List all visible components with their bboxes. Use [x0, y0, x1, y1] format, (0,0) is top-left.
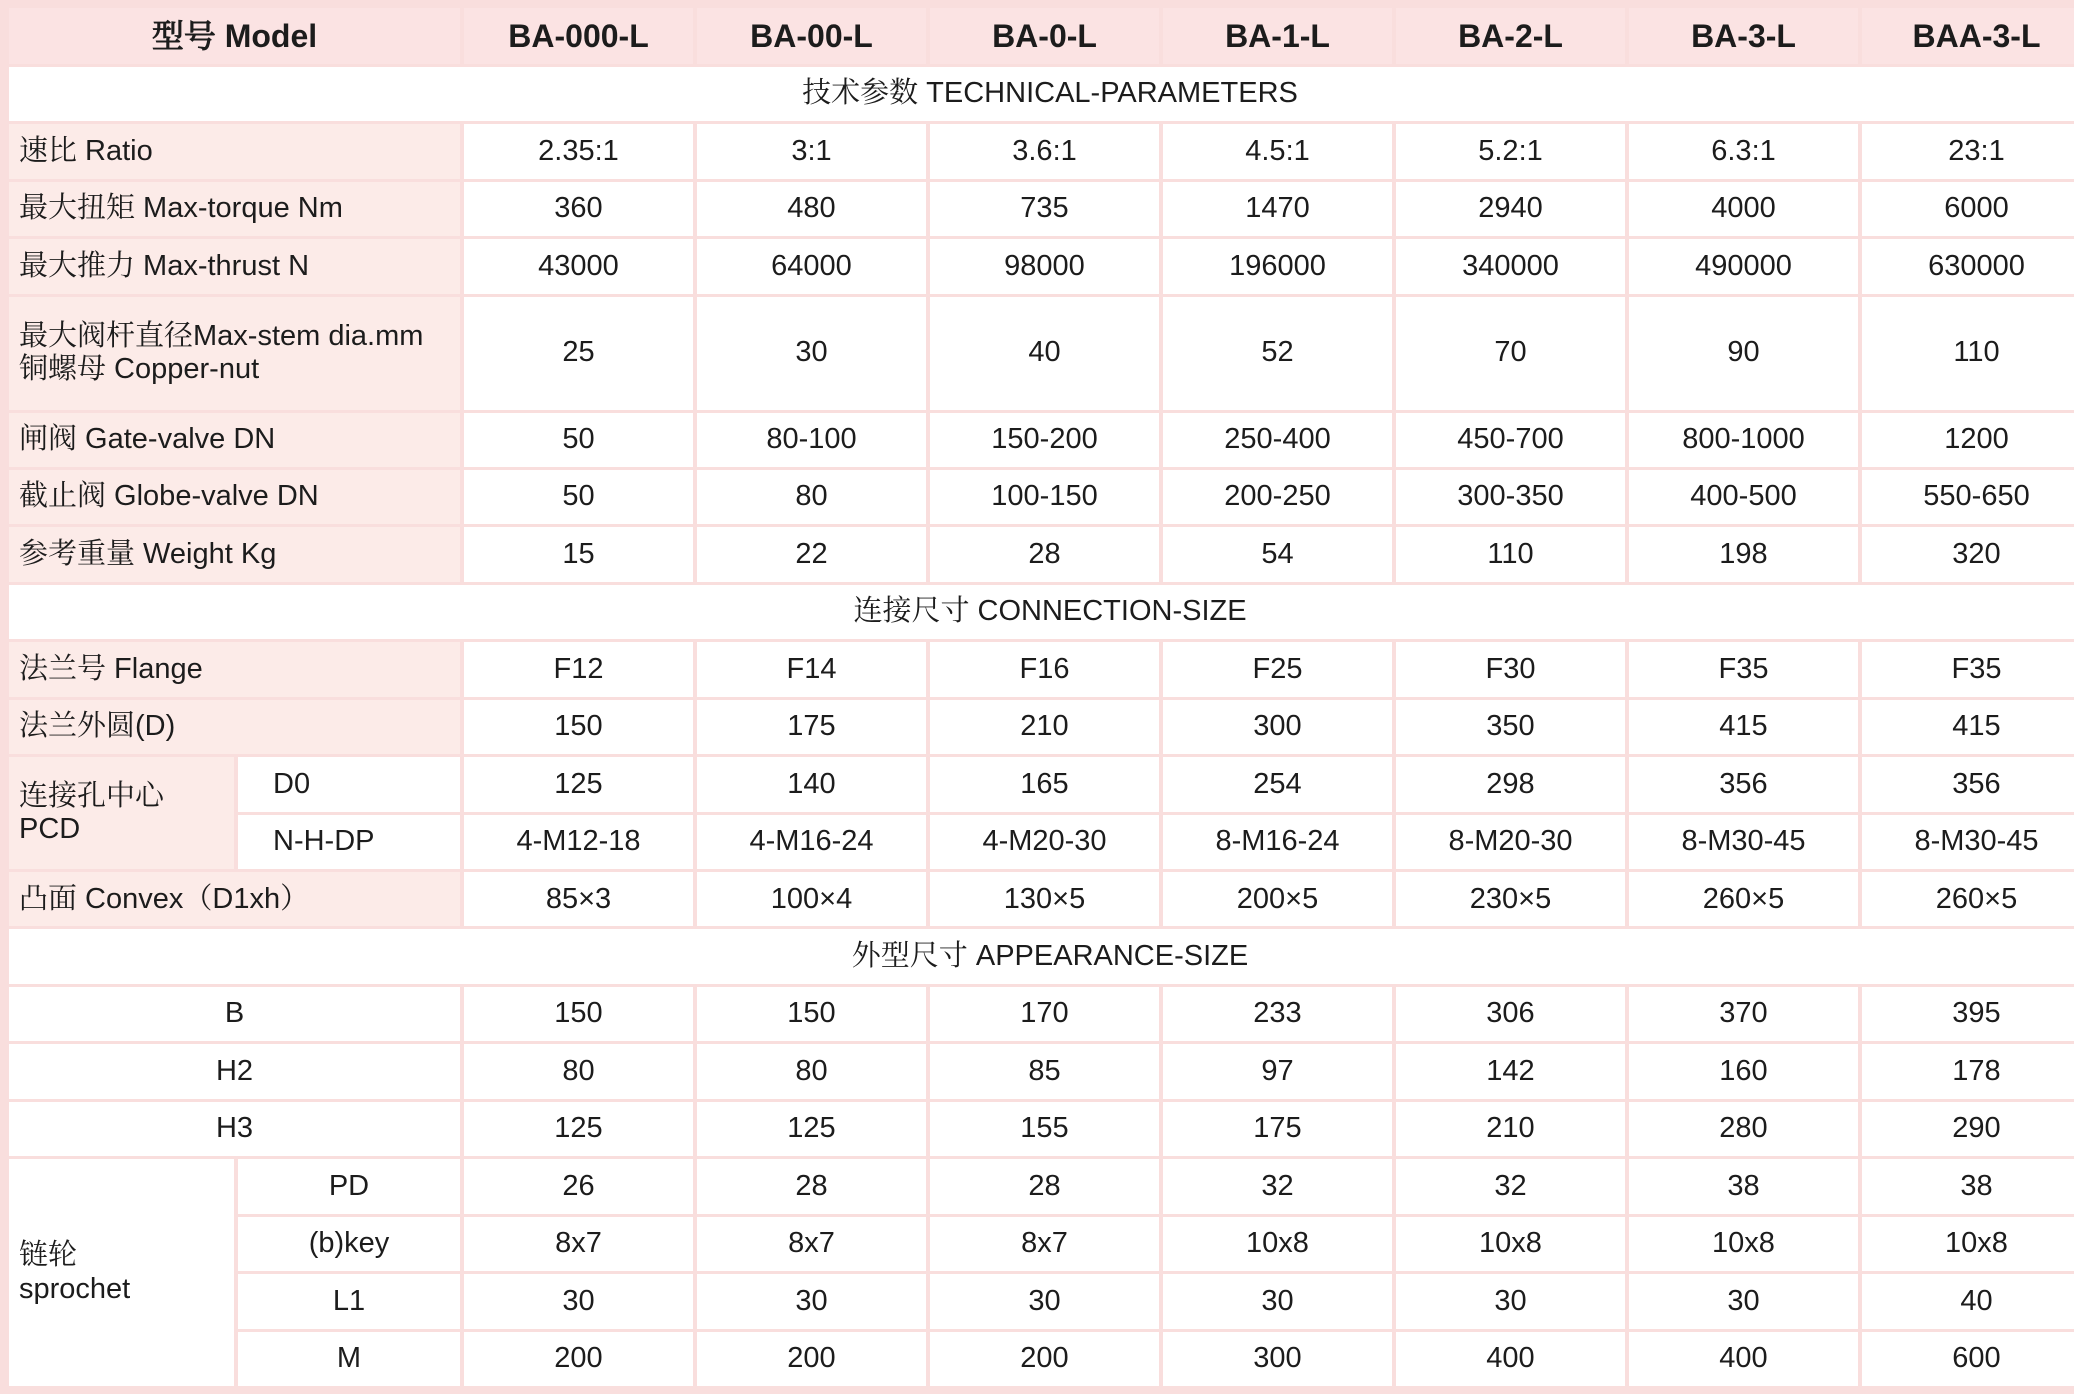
- cell: 64000: [697, 239, 926, 293]
- cell: 97: [1163, 1044, 1392, 1098]
- cell: F12: [464, 642, 693, 696]
- cell: 254: [1163, 757, 1392, 811]
- cell: 170: [930, 987, 1159, 1041]
- cell: 3:1: [697, 124, 926, 178]
- table-row: [9, 1102, 2074, 1156]
- cell: 280: [1629, 1102, 1858, 1156]
- cell: 125: [464, 1102, 693, 1156]
- table-row: [9, 757, 2074, 811]
- cell: 15: [464, 527, 693, 581]
- cell: 490000: [1629, 239, 1858, 293]
- cell: 400: [1629, 1332, 1858, 1387]
- cell: 450-700: [1396, 413, 1625, 467]
- row-label-line: 链轮: [19, 1239, 78, 1272]
- cell: 395: [1862, 987, 2074, 1041]
- cell: F35: [1862, 642, 2074, 696]
- cell: 8x7: [697, 1217, 926, 1271]
- cell: 125: [697, 1102, 926, 1156]
- cell: 50: [464, 470, 693, 524]
- row-label-line: sprochet: [19, 1272, 131, 1305]
- cell: 2.35:1: [464, 124, 693, 178]
- cell: 38: [1862, 1159, 2074, 1213]
- cell: 1200: [1862, 413, 2074, 467]
- cell: 85: [930, 1044, 1159, 1098]
- cell: 6.3:1: [1629, 124, 1858, 178]
- cell: 90: [1629, 297, 1858, 410]
- cell: 32: [1163, 1159, 1392, 1213]
- row-label-line: 连接孔中心: [19, 779, 165, 812]
- section-row: [9, 585, 2074, 639]
- cell: 8-M20-30: [1396, 815, 1625, 869]
- cell: 300: [1163, 1332, 1392, 1387]
- table-row: [9, 470, 2074, 524]
- table-row: [9, 413, 2074, 467]
- cell: 30: [464, 1274, 693, 1328]
- cell: 150: [464, 987, 693, 1041]
- cell: 54: [1163, 527, 1392, 581]
- table-row: [9, 642, 2074, 696]
- section-title-technical: 技术参数 TECHNICAL-PARAMETERS: [9, 67, 2074, 121]
- cell: 22: [697, 527, 926, 581]
- table-row: [9, 297, 2074, 410]
- row-label-line: 最大阀杆直径Max-stem dia.mm: [19, 319, 424, 352]
- table-row: [9, 239, 2074, 293]
- cell: 400: [1396, 1332, 1625, 1387]
- cell: 210: [1396, 1102, 1625, 1156]
- row-label-line: 铜螺母 Copper-nut: [19, 353, 260, 386]
- cell: 80: [697, 470, 926, 524]
- row-label: 法兰号 Flange: [9, 642, 460, 696]
- cell: 130×5: [930, 872, 1159, 926]
- cell: 150: [697, 987, 926, 1041]
- cell: 4000: [1629, 182, 1858, 236]
- table-row: [9, 987, 2074, 1041]
- cell: 110: [1862, 297, 2074, 410]
- table-row: [9, 182, 2074, 236]
- row-label: B: [9, 987, 460, 1041]
- row-label: [9, 297, 460, 410]
- sub-label: N-H-DP: [238, 815, 460, 869]
- cell: 200×5: [1163, 872, 1392, 926]
- cell: 260×5: [1629, 872, 1858, 926]
- cell: 300: [1163, 700, 1392, 754]
- row-label: 最大推力 Max-thrust N: [9, 239, 460, 293]
- cell: 320: [1862, 527, 2074, 581]
- cell: 10x8: [1396, 1217, 1625, 1271]
- row-label: H2: [9, 1044, 460, 1098]
- cell: 415: [1629, 700, 1858, 754]
- cell: 175: [697, 700, 926, 754]
- cell: 298: [1396, 757, 1625, 811]
- cell: 250-400: [1163, 413, 1392, 467]
- model-label: 型号 Model: [9, 8, 460, 64]
- table-row: [9, 1044, 2074, 1098]
- table-row: [9, 1217, 2074, 1271]
- cell: 198: [1629, 527, 1858, 581]
- cell: 30: [1396, 1274, 1625, 1328]
- section-title-connection: 连接尺寸 CONNECTION-SIZE: [9, 585, 2074, 639]
- cell: F25: [1163, 642, 1392, 696]
- cell: 125: [464, 757, 693, 811]
- cell: 28: [930, 527, 1159, 581]
- cell: 340000: [1396, 239, 1625, 293]
- model-header: BA-1-L: [1163, 8, 1392, 64]
- cell: 175: [1163, 1102, 1392, 1156]
- cell: 630000: [1862, 239, 2074, 293]
- cell: 150-200: [930, 413, 1159, 467]
- row-label: 法兰外圆(D): [9, 700, 460, 754]
- cell: 85×3: [464, 872, 693, 926]
- cell: 480: [697, 182, 926, 236]
- header-row: [9, 8, 2074, 64]
- cell: 30: [697, 297, 926, 410]
- cell: 8-M16-24: [1163, 815, 1392, 869]
- cell: 370: [1629, 987, 1858, 1041]
- cell: 400-500: [1629, 470, 1858, 524]
- cell: 32: [1396, 1159, 1625, 1213]
- cell: 260×5: [1862, 872, 2074, 926]
- cell: 30: [1163, 1274, 1392, 1328]
- cell: 40: [1862, 1274, 2074, 1328]
- table-row: [9, 1274, 2074, 1328]
- cell: 415: [1862, 700, 2074, 754]
- cell: 356: [1629, 757, 1858, 811]
- model-header: BA-00-L: [697, 8, 926, 64]
- cell: 550-650: [1862, 470, 2074, 524]
- cell: 4-M16-24: [697, 815, 926, 869]
- cell: 50: [464, 413, 693, 467]
- cell: 30: [930, 1274, 1159, 1328]
- section-title-appearance: 外型尺寸 APPEARANCE-SIZE: [9, 929, 2074, 983]
- cell: 23:1: [1862, 124, 2074, 178]
- cell: 160: [1629, 1044, 1858, 1098]
- cell: 4-M12-18: [464, 815, 693, 869]
- cell: 306: [1396, 987, 1625, 1041]
- cell: 142: [1396, 1044, 1625, 1098]
- cell: 5.2:1: [1396, 124, 1625, 178]
- cell: 10x8: [1163, 1217, 1392, 1271]
- cell: 155: [930, 1102, 1159, 1156]
- sub-label: D0: [238, 757, 460, 811]
- cell: F16: [930, 642, 1159, 696]
- table-row: [9, 872, 2074, 926]
- cell: 360: [464, 182, 693, 236]
- cell: 8-M30-45: [1862, 815, 2074, 869]
- cell: 178: [1862, 1044, 2074, 1098]
- cell: 26: [464, 1159, 693, 1213]
- cell: 356: [1862, 757, 2074, 811]
- cell: 200: [464, 1332, 693, 1387]
- cell: 150: [464, 700, 693, 754]
- cell: 100×4: [697, 872, 926, 926]
- row-label: H3: [9, 1102, 460, 1156]
- sub-label: L1: [238, 1274, 460, 1328]
- row-label-line: PCD: [19, 813, 81, 846]
- table-row: [9, 815, 2074, 869]
- cell: 25: [464, 297, 693, 410]
- table-row: [9, 527, 2074, 581]
- model-header: BA-000-L: [464, 8, 693, 64]
- cell: 1470: [1163, 182, 1392, 236]
- row-label: 最大扭矩 Max-torque Nm: [9, 182, 460, 236]
- sub-label: M: [238, 1332, 460, 1387]
- cell: 8x7: [464, 1217, 693, 1271]
- cell: 43000: [464, 239, 693, 293]
- sub-label: PD: [238, 1159, 460, 1213]
- model-header: BAA-3-L: [1862, 8, 2074, 64]
- cell: 100-150: [930, 470, 1159, 524]
- cell: 200: [930, 1332, 1159, 1387]
- cell: 2940: [1396, 182, 1625, 236]
- cell: 30: [697, 1274, 926, 1328]
- cell: 165: [930, 757, 1159, 811]
- cell: 10x8: [1629, 1217, 1858, 1271]
- model-header: BA-0-L: [930, 8, 1159, 64]
- cell: 80: [697, 1044, 926, 1098]
- cell: 38: [1629, 1159, 1858, 1213]
- model-header: BA-2-L: [1396, 8, 1625, 64]
- cell: 28: [697, 1159, 926, 1213]
- cell: 800-1000: [1629, 413, 1858, 467]
- cell: 70: [1396, 297, 1625, 410]
- row-group-label: [9, 757, 234, 869]
- row-label: 参考重量 Weight Kg: [9, 527, 460, 581]
- table-row: [9, 700, 2074, 754]
- table-row: [9, 1332, 2074, 1387]
- cell: 230×5: [1396, 872, 1625, 926]
- cell: 233: [1163, 987, 1392, 1041]
- row-group-label: [9, 1159, 234, 1386]
- cell: 8-M30-45: [1629, 815, 1858, 869]
- spec-table: [5, 5, 2074, 1389]
- cell: 210: [930, 700, 1159, 754]
- cell: 300-350: [1396, 470, 1625, 524]
- cell: F14: [697, 642, 926, 696]
- cell: 600: [1862, 1332, 2074, 1387]
- model-header: BA-3-L: [1629, 8, 1858, 64]
- cell: 4-M20-30: [930, 815, 1159, 869]
- cell: F35: [1629, 642, 1858, 696]
- cell: 196000: [1163, 239, 1392, 293]
- cell: 110: [1396, 527, 1625, 581]
- section-row: [9, 67, 2074, 121]
- cell: F30: [1396, 642, 1625, 696]
- cell: 350: [1396, 700, 1625, 754]
- cell: 200: [697, 1332, 926, 1387]
- table-row: [9, 124, 2074, 178]
- row-label: 截止阀 Globe-valve DN: [9, 470, 460, 524]
- cell: 735: [930, 182, 1159, 236]
- section-row: [9, 929, 2074, 983]
- cell: 4.5:1: [1163, 124, 1392, 178]
- cell: 3.6:1: [930, 124, 1159, 178]
- cell: 6000: [1862, 182, 2074, 236]
- cell: 140: [697, 757, 926, 811]
- cell: 30: [1629, 1274, 1858, 1328]
- row-label: 闸阀 Gate-valve DN: [9, 413, 460, 467]
- cell: 40: [930, 297, 1159, 410]
- row-label: 凸面 Convex（D1xh）: [9, 872, 460, 926]
- row-label: 速比 Ratio: [9, 124, 460, 178]
- cell: 80: [464, 1044, 693, 1098]
- cell: 80-100: [697, 413, 926, 467]
- cell: 290: [1862, 1102, 2074, 1156]
- cell: 98000: [930, 239, 1159, 293]
- cell: 10x8: [1862, 1217, 2074, 1271]
- cell: 200-250: [1163, 470, 1392, 524]
- cell: 28: [930, 1159, 1159, 1213]
- cell: 8x7: [930, 1217, 1159, 1271]
- table-row: [9, 1159, 2074, 1213]
- sub-label: (b)key: [238, 1217, 460, 1271]
- cell: 52: [1163, 297, 1392, 410]
